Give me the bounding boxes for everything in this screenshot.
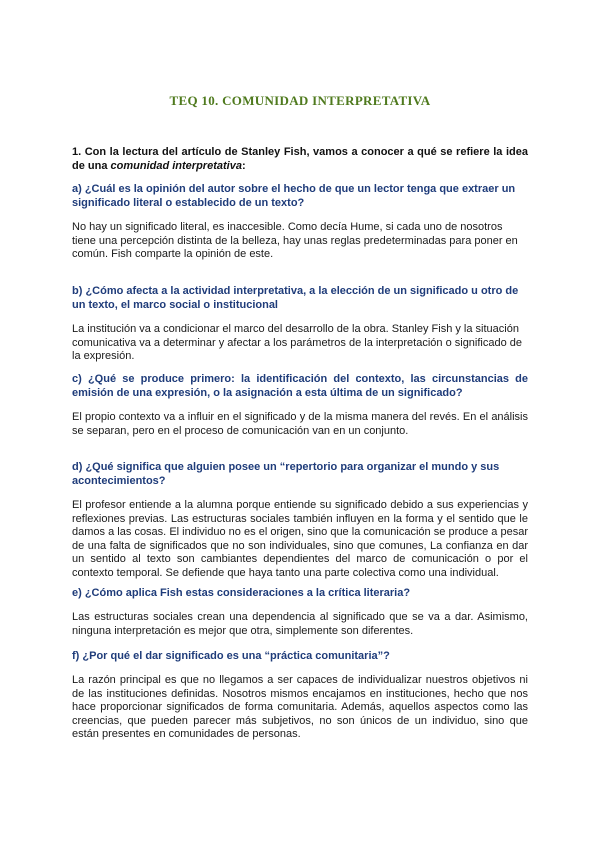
question-c: c) ¿Qué se produce primero: la identificación del contexto, las circunstancias de emisión de una expresión, o la asignación a esta última de un significado? [72, 373, 528, 399]
intro-paragraph [72, 146, 528, 173]
question-d: d) ¿Qué significa que alguien posee un “repertorio para organizar el mundo y sus acontecimientos? [72, 461, 500, 487]
answer-a: No hay un significado literal, es inaccesible. Como decía Hume, si cada uno de nosotros tiene una percepción distinta de la belleza, hay unas reglas predeterminadas para poner en común. Fish comparte la opinión de este. [72, 221, 518, 260]
answer-c: El propio contexto va a influir en el significado y de la misma manera del revés. En el análisis se separan, pero en el proceso de comunicación van en un conjunto. [72, 411, 528, 437]
answer-b: La institución va a condicionar el marco del desarrollo de la obra. Stanley Fish y la situación comunicativa va a determinar y afectar a los parámetros de la interpretación o significado de la expresión. [72, 323, 523, 362]
page-title: TEQ 10. COMUNIDAD INTERPRETATIVA [169, 93, 431, 108]
question-b: b) ¿Cómo afecta a la actividad interpretativa, a la elección de un significado u otro de un texto, el marco social o institucional [72, 285, 519, 311]
question-f: f) ¿Por qué el dar significado es una “práctica comunitaria”? [72, 650, 390, 662]
answer-d: El profesor entiende a la alumna porque entiende su significado debido a sus experiencias y reflexiones previas. Las estructuras sociales también influyen en la forma y el sentido que le damos a las cosas. El individuo no es el origen, sino que la comunicación se produce a pesar de una falta de significados que no son individuales, sino que comunes, La confianza en dar un sentido al texto son cambiantes dependientes del marco de comunicación o por el contexto temporal. Se defiende que haya tanto una parte colectiva como una individual. [72, 499, 528, 579]
intro-text: 1. Con la lectura del artículo de Stanley Fish, vamos a conocer a qué se refiere la idea de una [72, 146, 528, 172]
intro-emphasis: comunidad interpretativa [110, 159, 242, 172]
answer-e: Las estructuras sociales crean una dependencia al significado que se va a dar. Asimismo, ninguna interpretación es mejor que otra, simplemente son diferentes. [72, 611, 528, 637]
answer-f: La razón principal es que no llegamos a ser capaces de individualizar nuestros objetivos ni de las instituciones definidas. Nosotros mismos encajamos en instituciones, hecho que nos hace proporcionar significados de forma comunitaria. Además, aquellos aspectos como las creencias, que pueden parecer más subjetivos, no son únicos de un individuo, sino que están presentes en comunidades de personas. [72, 674, 528, 740]
question-a: a) ¿Cuál es la opinión del autor sobre el hecho de que un lector tenga que extraer un significado literal o establecido de un texto? [72, 183, 516, 209]
intro-suffix: : [241, 159, 246, 172]
question-e: e) ¿Cómo aplica Fish estas consideraciones a la crítica literaria? [72, 587, 411, 599]
